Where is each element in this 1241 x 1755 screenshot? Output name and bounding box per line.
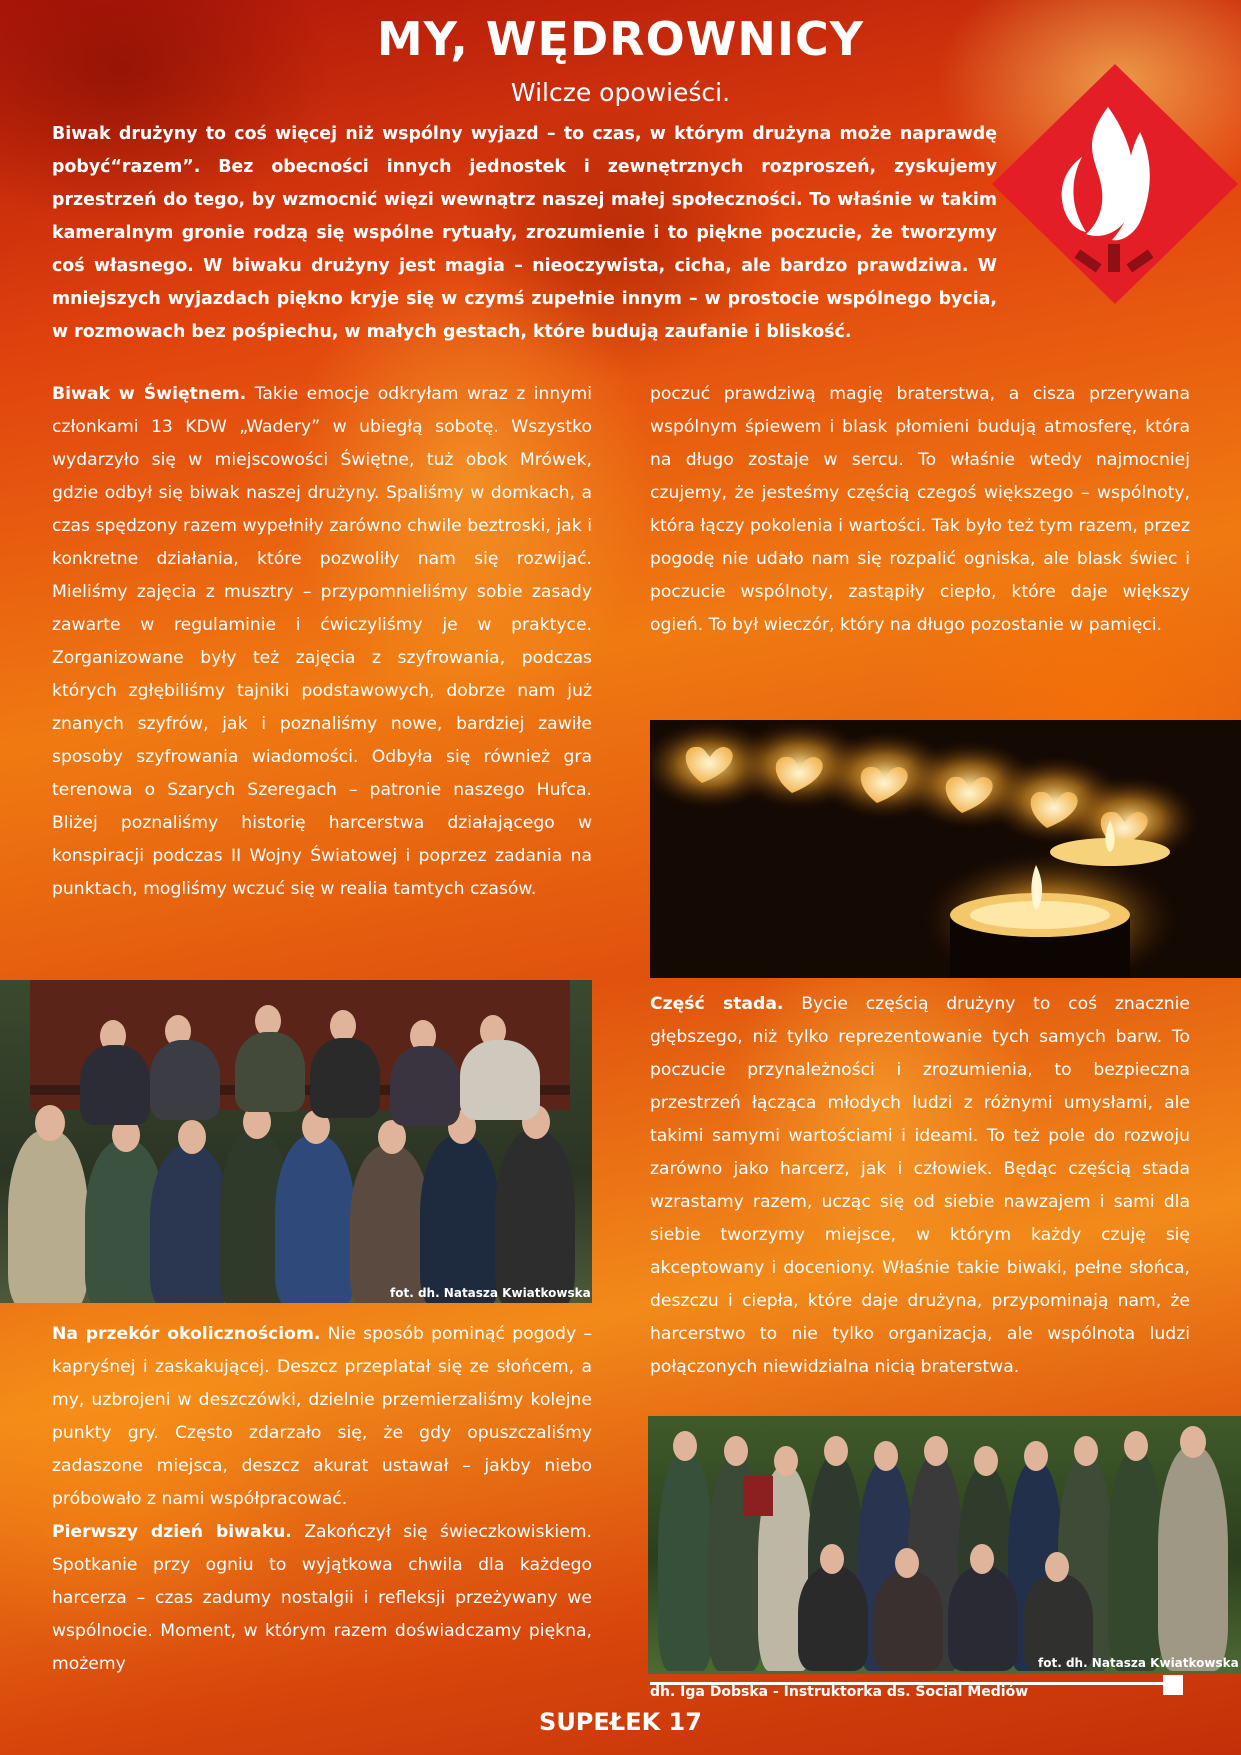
section-okolicznosci [52,1318,592,1516]
section-heading: Część stada. [650,994,784,1014]
group-photo-1 [0,980,592,1303]
photo-credit: fot. dh. Natasza Kwiatkowska [390,1286,591,1300]
section-heading: Pierwszy dzień biwaku. [52,1522,292,1542]
group-photo-2 [648,1416,1241,1674]
section-continuation: poczuć prawdziwą magię braterstwa, a cisza przerywana wspólnym śpiewem i blask płomieni budują atmosferę, która na długo zostaje w sercu. To właśnie wtedy najmocniej czujemy, że jesteśmy częścią czegoś większego – wspólnoty, która łączy pokolenia i wartości. Tak było też tym razem, przez pogodę nie udało nam się rozpalić ogniska, ale blask świec i poczucie wspólnoty, zastąpiły ciepło, które daje większy ogień. To był wieczór, który na długo pozostanie w pamięci. [650,384,1190,635]
section-pierwszy-dzien [52,1516,592,1681]
section-text: Takie emocje odkryłam wraz z innymi członkami 13 KDW „Wadery” w ubiegłą sobotę. Wszystko wydarzyło się w miejscowości Świętne, tuż obok Mrówek, gdzie odbył się biwak naszej drużyny. Spaliśmy w domkach, a czas spędzony razem wypełniły zarówno chwile beztroski, jak i konkretne działania, które pozwoliły nam się rozwijać. Mieliśmy zajęcia z musztry – przypomnieliśmy sobie zasady zawarte w regulaminie i ćwiczyliśmy je w praktyce. Zorganizowane były też zajęcia z szyfrowania, podczas których zgłębiliśmy tajniki podstawowych, dobrze nam już znanych szyfrów, jak i poznaliśmy nowe, bardziej zawiłe sposoby szyfrowania wiadomości. Odbyła się również gra terenowa o Szarych Szeregach – patronie naszego Hufca. Bliżej poznaliśmy historię harcerstwa działającego w konspiracji podczas II Wojny Światowej i poprzez zadania na punktach, mogliśmy wczuć się w realia tamtych czasów. [52,384,592,899]
section-text: Nie sposób pominąć pogody – kapryśnej i zaskakującej. Deszcz przeplatał się ze słońcem, a my, uzbrojeni w deszczówki, dzielnie przemierzaliśmy kolejne punkty gry. Często zdarzało się, że gdy opuszczaliśmy zadaszone miejsca, deszcz akurat ustawał – jakby niebo próbowało z nami współpracować. [52,1324,592,1509]
page-footer: SUPEŁEK 17 [539,1708,702,1736]
photo-credit: fot. dh. Natasza Kwiatkowska [1038,1656,1239,1670]
flame-emblem-icon [990,62,1240,306]
decorative-square [1163,1675,1183,1695]
section-text: Bycie częścią drużyny to coś znacznie głębszego, niż tylko reprezentowanie tych samych barw. To poczucie przynależności i zrozumienia, to bezpieczna przestrzeń łącząca młodych ludzi z różnymi umysłami, ale takimi samymi wartościami i ideami. To też pole do rozwoju zarówno jako harcerz, jak i człowiek. Będąc częścią stada wzrastamy razem, ucząc się od siebie nawzajem i sami dla siebie tworzymy miejsce, w którym każdy czuję się akceptowany i doceniony. Właśnie takie biwaki, pełne słońca, deszczu i ciepła, które daje drużyna, przypominają nam, że harcerstwo to nie tylko organizacja, ale wspólnota ludzi połączonych niewidzialna nicią braterstwa. [650,994,1190,1377]
section-stado [650,988,1190,1384]
section-heading: Na przekór okolicznościom. [52,1324,321,1344]
section-heading: Biwak w Świętnem. [52,384,247,404]
author-credit: dh. Iga Dobska - Instruktorka ds. Social Mediów [650,1684,1029,1700]
page-subtitle: Wilcze opowieści. [510,78,731,107]
section-swietne [52,378,592,906]
candles-photo [650,720,1241,978]
intro-paragraph: Biwak drużyny to coś więcej niż wspólny wyjazd – to czas, w którym drużyna może naprawdę pobyć“razem”. Bez obecności innych jednostek i zewnętrznych rozproszeń, zyskujemy przestrzeń do tego, by wzmocnić więzi wewnątrz naszej małej społeczności. To właśnie w takim kameralnym gronie rodzą się wspólne rytuały, zrozumienie i to piękne poczucie, że tworzymy coś własnego. W biwaku drużyny jest magia – nieoczywista, cicha, ale bardzo prawdziwa. W mniejszych wyjazdach piękno kryje się w czymś zupełnie innym – w prostocie wspólnego bycia, w rozmowach bez pośpiechu, w małych gestach, które budują zaufanie i bliskość. [52,124,997,342]
page-title: MY, WĘDROWNICY [376,12,865,66]
section-text: Zakończył się świeczkowiskiem. Spotkanie przy ogniu to wyjątkowa chwila dla każdego harcerza – czas zadumy nostalgii i refleksji przeżywany we wspólnocie. Moment, w którym razem doświadczamy piękna, możemy [52,1522,592,1674]
